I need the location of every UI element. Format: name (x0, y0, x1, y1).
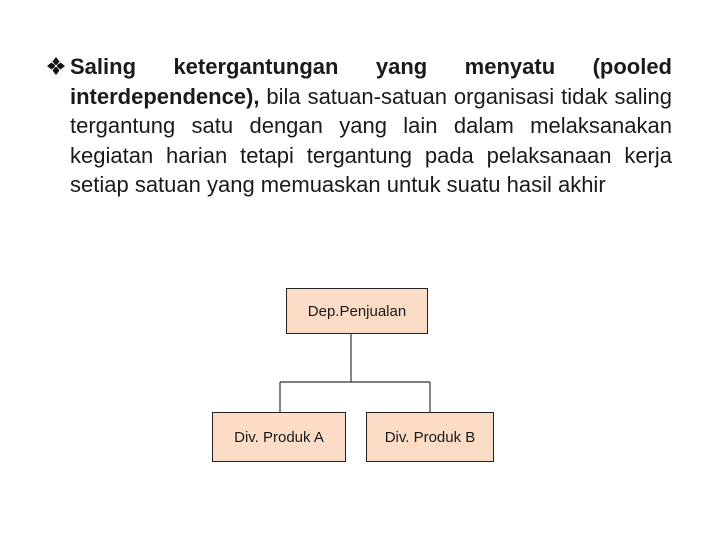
org-node-div-produk-a (212, 412, 346, 462)
org-node-div-produk-b (366, 412, 494, 462)
bullet-normal-text: bila satuan-satuan organisasi tidak saling tergantung satu dengan yang lain dalam melaksanakan kegiatan harian tetapi tergantung pada pelaksanaan kerja setiap satuan yang memuaskan untuk suatu hasil akhir (70, 83, 672, 197)
org-node-label: Dep.Penjualan (307, 302, 407, 320)
org-node-label: Div. Produk B (384, 428, 476, 446)
org-node-label: Div. Produk A (234, 428, 324, 446)
org-node-dep-penjualan (286, 288, 428, 334)
bullet-bold-text: Saling ketergantungan yang menyatu (pooled interdependence), (70, 54, 672, 109)
